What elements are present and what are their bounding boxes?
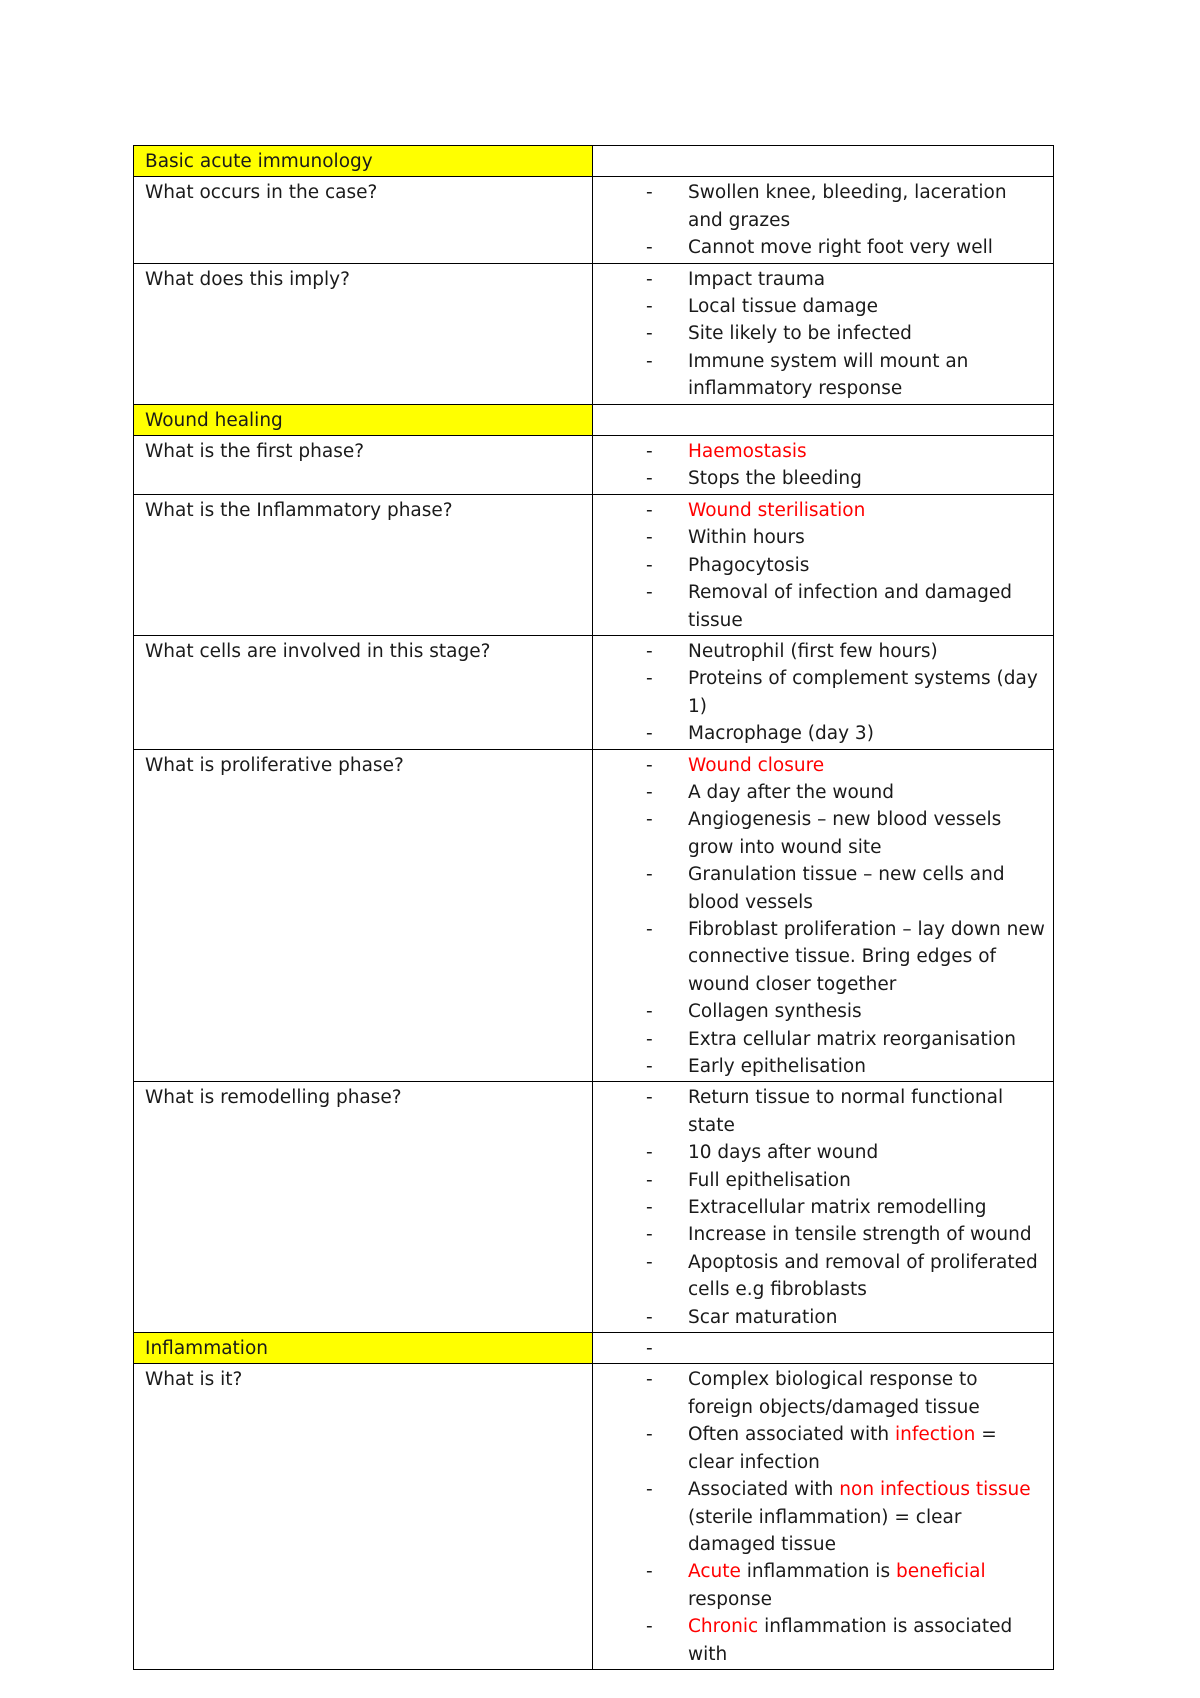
answer-text: Increase in tensile strength of wound: [688, 1224, 1032, 1246]
answer-item: [646, 293, 1045, 320]
notes-table: [133, 145, 1054, 1670]
answer-item: [646, 1221, 1045, 1248]
answer-item: [646, 916, 1045, 998]
answer-text: Local tissue damage: [688, 296, 879, 318]
answer-item: [646, 1249, 1045, 1304]
answer-text: inflammation is associated with: [688, 1616, 1013, 1665]
highlighted-term: Haemostasis: [688, 441, 807, 463]
answer-item: [646, 1421, 1045, 1476]
answer-item: [646, 179, 1045, 234]
answer-text: Neutrophil (first few hours): [688, 640, 938, 662]
answer-list: [604, 1366, 1045, 1667]
question-row: [134, 749, 1054, 1082]
answer-cell: [593, 1082, 1054, 1333]
answer-item: [646, 1613, 1045, 1668]
answer-text: Impact trauma: [688, 268, 826, 290]
answer-item: [646, 998, 1045, 1025]
answer-text: Stops the bleeding: [688, 468, 862, 490]
answer-item: [646, 579, 1045, 634]
answer-text: A day after the wound: [688, 781, 894, 803]
highlighted-term: non infectious tissue: [839, 1479, 1031, 1501]
answer-text: Within hours: [688, 527, 805, 549]
answer-list: [604, 1084, 1045, 1331]
answer-text: 10 days after wound: [688, 1142, 879, 1164]
question-row: [134, 1364, 1054, 1669]
answer-text: response: [688, 1588, 773, 1610]
answer-item: [646, 1304, 1045, 1331]
answer-item: [646, 1366, 1045, 1421]
answer-item: [646, 497, 1045, 524]
highlighted-term: Wound closure: [688, 754, 825, 776]
answer-cell: [593, 436, 1054, 495]
answer-item: [646, 1026, 1045, 1053]
answer-list: [604, 438, 1045, 493]
notes-table-body: [134, 146, 1054, 1670]
answer-item: [646, 1476, 1045, 1558]
answer-item: [646, 1194, 1045, 1221]
question-row: [134, 263, 1054, 404]
answer-item: [646, 1558, 1045, 1613]
answer-cell: [593, 263, 1054, 404]
section-header-row: [134, 146, 1054, 177]
answer-text: Macrophage (day 3): [688, 723, 874, 745]
answer-text: Scar maturation: [688, 1306, 838, 1328]
highlighted-term: Acute: [688, 1561, 741, 1583]
answer-text: Immune system will mount an inflammatory response: [688, 350, 969, 400]
highlighted-term: beneficial: [895, 1561, 986, 1583]
answer-text: = clear infection: [688, 1424, 997, 1473]
highlighted-term: Wound sterilisation: [688, 499, 866, 521]
section-header-row: [134, 1333, 1054, 1364]
answer-text: Site likely to be infected: [688, 323, 912, 345]
question-cell: What occurs in the case?: [134, 177, 593, 263]
answer-text: Full epithelisation: [688, 1169, 851, 1191]
answer-text: inflammation is: [740, 1561, 896, 1583]
answer-item: [646, 861, 1045, 916]
answer-item: [646, 720, 1045, 747]
answer-list: [604, 179, 1045, 261]
answer-item: [646, 665, 1045, 720]
answer-cell: [593, 146, 1054, 177]
answer-list: [604, 752, 1045, 1081]
answer-text: Proteins of complement systems (day 1): [688, 668, 1038, 717]
question-cell: What does this imply?: [134, 263, 593, 404]
answer-item: [646, 1053, 1045, 1080]
answer-text: Extra cellular matrix reorganisation: [688, 1028, 1016, 1050]
answer-item: [646, 752, 1045, 779]
question-cell: What is proliferative phase?: [134, 749, 593, 1082]
answer-text: Fibroblast proliferation – lay down new connective tissue. Bring edges of wound closer together: [688, 918, 1045, 995]
answer-item: [646, 234, 1045, 261]
answer-list: [604, 266, 1045, 403]
answer-text: Granulation tissue – new cells and blood vessels: [688, 864, 1005, 913]
answer-text: Extracellular matrix remodelling: [688, 1197, 987, 1219]
question-cell: What is it?: [134, 1364, 593, 1669]
answer-cell: [593, 749, 1054, 1082]
answer-item: [646, 438, 1045, 465]
question-row: [134, 177, 1054, 263]
section-title: Wound healing: [134, 404, 593, 435]
highlighted-term: infection: [894, 1424, 976, 1446]
answer-cell: [593, 494, 1054, 635]
answer-item: [646, 806, 1045, 861]
answer-text: Angiogenesis – new blood vessels grow into wound site: [688, 809, 1002, 858]
question-cell: What cells are involved in this stage?: [134, 635, 593, 749]
question-row: [134, 494, 1054, 635]
answer-text: Apoptosis and removal of proliferated cells e.g fibroblasts: [688, 1251, 1038, 1301]
answer-text: (sterile inflammation) = clear damaged tissue: [688, 1506, 962, 1555]
question-row: [134, 436, 1054, 495]
answer-text: Collagen synthesis: [688, 1001, 862, 1023]
answer-text: Return tissue to normal functional state: [688, 1087, 1004, 1136]
answer-item: [646, 552, 1045, 579]
answer-item: [646, 465, 1045, 492]
answer-cell: [593, 1333, 1054, 1364]
answer-item: [646, 320, 1045, 347]
answer-item: [646, 638, 1045, 665]
section-header-row: [134, 404, 1054, 435]
answer-text: Complex biological response to foreign objects/damaged tissue: [688, 1369, 980, 1418]
answer-item: [646, 1084, 1045, 1139]
highlighted-term: Chronic: [688, 1616, 759, 1638]
answer-text: Cannot move right foot very well: [688, 237, 993, 259]
answer-text: Removal of infection and damaged tissue: [688, 582, 1013, 631]
answer-cell: [593, 177, 1054, 263]
question-row: [134, 635, 1054, 749]
answer-cell: [593, 404, 1054, 435]
answer-item: [646, 524, 1045, 551]
question-cell: What is remodelling phase?: [134, 1082, 593, 1333]
answer-list: [604, 497, 1045, 634]
answer-item: [646, 1139, 1045, 1166]
answer-cell: [593, 1364, 1054, 1669]
question-row: [134, 1082, 1054, 1333]
answer-item: [646, 779, 1045, 806]
answer-item: [646, 266, 1045, 293]
answer-text: Associated with: [688, 1479, 840, 1501]
answer-cell: [593, 635, 1054, 749]
answer-text: Phagocytosis: [688, 554, 810, 576]
answer-list: [604, 638, 1045, 748]
section-title: Inflammation: [134, 1333, 593, 1364]
answer-item: [646, 348, 1045, 403]
question-cell: What is the Inflammatory phase?: [134, 494, 593, 635]
answer-item: [646, 1167, 1045, 1194]
section-title: Basic acute immunology: [134, 146, 593, 177]
answer-text: Often associated with: [688, 1424, 895, 1446]
answer-text: Early epithelisation: [688, 1056, 866, 1077]
answer-text: Swollen knee, bleeding, laceration and grazes: [688, 182, 1007, 231]
question-cell: What is the first phase?: [134, 436, 593, 495]
